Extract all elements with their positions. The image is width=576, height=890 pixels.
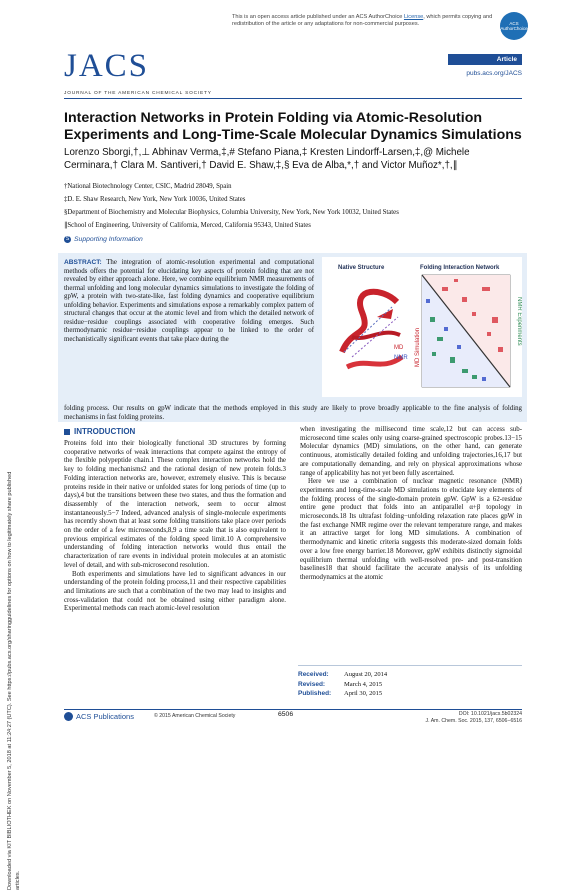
- article-type-tag: Article: [448, 54, 522, 65]
- page-number: 6506: [278, 711, 294, 718]
- journal-url-link[interactable]: pubs.acs.org/JACS: [466, 70, 522, 77]
- license-link[interactable]: License: [403, 14, 424, 20]
- acs-publications-logo: [64, 712, 134, 721]
- abstract-tail: folding process. Our results on gpW indicate that the methods employed in this study are likely to prove broadly applicable to the fine analysis of folding mechanisms in fast folding proteins.: [64, 405, 522, 421]
- license-text: This is an open access article published under an ACS AuthorChoice: [232, 14, 404, 20]
- acs-publications-text: ACS Publications: [76, 712, 134, 721]
- acs-logo-icon: [64, 712, 73, 721]
- paragraph: Proteins fold into their biologically functional 3D structures by forming cooperative networks of weak interactions that compete against the entropy of the flexible polypeptide chain.1 These complex interaction networks hold the key to folding mechanisms2 and the rational design of new protein folds.3 Folding interaction networks are, however, extremely elusive. This is because proteins reside in their native or unfolded states for long periods of time (up to days),4 but the transitions between these two states, and thus the formation and disassembly of the interaction network, seem to occur almost instantaneously.5−7 Indeed, advanced analysis of single-molecule experiments has recently shown that at least some folding transitions take place over periods on the order of a few microseconds,8,9 a time scale that is also equivalent to previous empirical estimates of the folding speed limit.10 A comprehensive understanding of folding interaction networks would thus entail the characterization of rare events in individual protein molecules at an atomistic level of detail, and with sub-microsecond resolution.: [64, 440, 286, 569]
- side-note-container: [4, 230, 34, 890]
- section-heading-text: INTRODUCTION: [74, 427, 136, 436]
- author-list: Lorenzo Sborgi,†,⊥ Abhinav Verma,‡,# Stefano Piana,‡ Kresten Lindorff-Larsen,‡,@ Michele Cerminara,† Clara M. Santiveri,† David E. Shaw,‡,§ Eva de Alba,*,† and Victor Muñoz*,†,∥: [64, 147, 470, 171]
- folding-network-label: Folding Interaction Network: [420, 265, 500, 271]
- abstract-text: The integration of atomic-resolution experimental and computational methods offers the potential for elucidating key aspects of protein folding that are not revealed by either approach alone. Here, we combine equilibrium NMR measurements of thermal unfolding and long molecular dynamics simulations to investigate the folding of gpW, a protein with two-state-like, fast folding dynamics and cooperative equilibrium unfolding behavior. Experiments and simulations expose a remarkably complex pattern of structural changes that occur at the atomic level and from which the detailed network of residue−residue couplings associated with cooperative folding emerges. Such thermodynamic residue−residue couplings appear to be linked to the order of mechanistically significant events that take place during the: [64, 259, 314, 343]
- badge-label: ACS AuthorChoice: [500, 21, 528, 31]
- contact-map: [422, 275, 510, 387]
- affiliation: ∥School of Engineering, University of California, Merced, California 95343, United States: [64, 222, 311, 229]
- toc-graphic-svg: [322, 257, 522, 397]
- abstract-label: ABSTRACT:: [64, 259, 102, 266]
- affiliation: †National Biotechnology Center, CSIC, Madrid 28049, Spain: [64, 183, 232, 190]
- md-label: MD: [394, 345, 404, 351]
- paragraph: Here we use a combination of nuclear magnetic resonance (NMR) experiments and long-time-scale MD simulations to elucidate key elements of the folding process of the single-domain protein gpW. GpW is a 62-residue entire gene product that folds into an antiparallel α+β topology in microseconds.18 Its ultrafast folding−unfolding relaxation rate places gpW in the fast exchange NMR regime over the relevant temperature range, and makes it an attractive target for long MD simulations. A combination of thermodynamic and kinetic criteria suggests this moderate-sized domain folds over a low free energy barrier.18 Moreover, gpW exhibits distinctly sigmoidal equilibrium thermal unfolding with well-resolved pre- and post-transition baselines18 that should facilitate the accurate analysis of its unfolding thermodynamics at the atomic: [300, 478, 522, 581]
- abstract-body: [64, 259, 314, 344]
- toc-graphic: [322, 257, 522, 397]
- published-date: April 30, 2015: [344, 690, 383, 697]
- paragraph: Both experiments and simulations have led to significant advances in our understanding of the protein folding process,11 and their respective capabilities and limitations are such that a combination of the two may lead to insights and cross-validation that could not be obtained using either paradigm alone. Experimental methods can reach atomic-level resolution: [64, 570, 286, 613]
- supporting-info-link[interactable]: [64, 236, 143, 243]
- supporting-info-icon: S: [65, 236, 70, 242]
- affiliation: §Department of Biochemistry and Molecular Biophysics, Columbia University, New York, New York 10032, United States: [64, 209, 399, 216]
- revised-date: March 4, 2015: [344, 680, 383, 688]
- journal-subtitle: JOURNAL OF THE AMERICAN CHEMICAL SOCIETY: [64, 91, 212, 96]
- citation: J. Am. Chem. Soc. 2015, 137, 6506−6516: [425, 717, 522, 724]
- doi-block: [410, 711, 522, 724]
- published-label: Published:: [298, 690, 332, 697]
- copyright: © 2015 American Chemical Society: [154, 713, 236, 719]
- received-date: August 20, 2014: [344, 671, 388, 678]
- section-heading: [64, 427, 135, 436]
- md-simulation-label: MD Simulation: [415, 327, 421, 367]
- footer-divider: [64, 709, 522, 710]
- text-column-left: [64, 440, 286, 614]
- affiliation: ‡D. E. Shaw Research, New York, New York 10036, United States: [64, 196, 246, 203]
- article-title: Interaction Networks in Protein Folding via Atomic-Resolution Experiments and Long-Time-Scale Molecular Dynamics Simulations: [64, 110, 522, 143]
- download-note: Downloaded via KIT BIBLIOTHEK on November 5, 2018 at 11:24:27 (UTC). See https://pubs.acs.org/sharingguidelines for options on how to legitimately share published articles.: [7, 471, 21, 890]
- section-square-icon: [64, 429, 70, 435]
- supporting-info-label: Supporting Information: [74, 236, 143, 243]
- nmr-label: NMR: [394, 355, 408, 361]
- paragraph: when investigating the millisecond time scale,12 but can access sub-microsecond time scales only using coarse-grained spectroscopic probes.13−15 Molecular dynamics (MD) simulations, on the other hand, can generate continuous, atomistically detailed folding and unfolding trajectories,16,17 but are computationally demanding, and rely on physical approximations whose range of applicability has not yet been fully ascertained.: [300, 426, 522, 477]
- authorchoice-badge-icon: [500, 12, 528, 40]
- protein-ribbon-icon: [342, 292, 402, 367]
- revised-label: Revised:: [298, 680, 326, 688]
- publication-history: [298, 665, 522, 699]
- header-divider: [64, 98, 522, 99]
- text-column-right: [300, 426, 522, 583]
- native-structure-label: Native Structure: [338, 265, 385, 271]
- journal-logo: [64, 48, 180, 94]
- doi-link[interactable]: DOI: 10.1021/jacs.5b02324: [458, 711, 522, 717]
- affiliations: [64, 180, 524, 232]
- license-note: [232, 14, 494, 28]
- received-label: Received:: [298, 671, 329, 678]
- nmr-experiments-label: NMR Experiments: [516, 297, 522, 346]
- license-text-tail: , which permits copying and redistribution of the article or any adaptations for non-commercial purposes.: [232, 14, 493, 28]
- logo-text: JACS: [64, 48, 150, 84]
